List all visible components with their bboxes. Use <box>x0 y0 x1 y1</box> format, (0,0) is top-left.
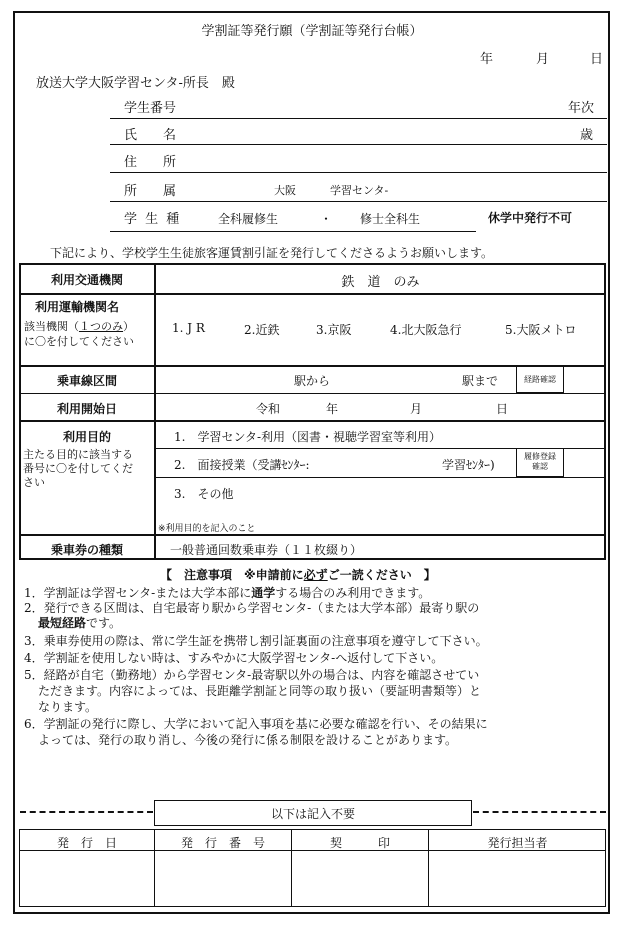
rule <box>110 231 476 232</box>
carrier-option-jr[interactable]: 1. J R <box>172 321 205 335</box>
carrier-option-osaka-metro[interactable]: 5.大阪メトロ <box>505 323 577 337</box>
dash-line-right <box>473 811 606 813</box>
purpose-hint: 主たる目的に該当する 番号に〇を付してくだ さい <box>23 448 133 489</box>
rule <box>110 172 607 173</box>
date-year: 年 <box>480 52 494 67</box>
carrier-hint-2: に〇を付してください <box>24 335 134 348</box>
purpose-label: 利用目的 <box>62 430 111 444</box>
note-5-cont-1: ただきます。内容によっては、長距離学割証と同等の取り扱い（要証明書類等）と <box>38 684 482 698</box>
note-3: 3．乗車券使用の際は、常に学生証を携帯し割引証裏面の注意事項を遵守して下さい。 <box>24 634 488 648</box>
section-label: 乗車線区間 <box>56 374 117 388</box>
carrier-option-keihan[interactable]: 3.京阪 <box>316 323 352 337</box>
rule <box>110 144 517 145</box>
purpose-option-2[interactable]: 2. 面接授業（受講ｾﾝﾀｰ: 学習ｾﾝﾀｰ) <box>174 458 495 472</box>
purpose-option-1[interactable]: 1. 学習センタ-利用（図書・視聴学習室等利用） <box>174 430 442 444</box>
grade-suffix: 年次 <box>568 101 595 116</box>
request-sentence: 下記により、学校学生生徒旅客運賃割引証を発行してくださるようお願いします。 <box>50 246 494 260</box>
office-col-issue-date: 発 行 日 <box>56 836 117 850</box>
purpose-note: ※利用目的を記入のこと <box>158 524 256 534</box>
type-dot: ・ <box>320 212 333 226</box>
carrier-option-kitaosaka[interactable]: 4.北大阪急行 <box>390 323 462 337</box>
ticket-label: 乗車券の種類 <box>50 543 123 557</box>
carrier-hint-1: 該当機関（１つのみ） <box>24 320 134 333</box>
date-day: 日 <box>590 52 604 67</box>
office-col-seal: 契 印 <box>329 836 390 850</box>
type-master: 修士全科生 <box>360 212 421 226</box>
leave-note: 休学中発行不可 <box>488 211 573 225</box>
date-month: 月 <box>536 52 550 67</box>
row-rule <box>20 293 606 295</box>
course-check-label: 履修登録 確認 <box>524 452 556 471</box>
rule <box>517 144 607 145</box>
purpose-option-3[interactable]: 3. その他 <box>174 487 234 501</box>
dash-line-left <box>20 811 153 813</box>
row-rule <box>20 534 606 536</box>
note-1: 1．学割証は学習センタ-または大学本部に通学する場合のみ利用できます。 <box>24 586 431 600</box>
office-col-issue-number: 発 行 番 号 <box>180 836 265 850</box>
rule <box>110 201 607 202</box>
address-label: 住 所 <box>124 155 177 170</box>
transport-value: 鉄 道 のみ <box>341 275 420 290</box>
note-4: 4．学割証を使用しない時は、すみやかに大阪学習センタ-へ返付して下さい。 <box>24 651 444 665</box>
rule <box>110 118 607 119</box>
to-station: 駅まで <box>462 374 499 388</box>
start-year: 年 <box>326 402 339 416</box>
carrier-option-kintetsu[interactable]: 2.近鉄 <box>244 323 280 337</box>
name-label: 氏 名 <box>124 128 177 143</box>
note-2: 2．発行できる区間は、自宅最寄り駅から学習センタ-（または大学本部）最寄り駅の <box>24 601 480 615</box>
type-full: 全科履修生 <box>218 212 279 226</box>
notes-header: 【 注意事項 ※申請前に必ずご一読ください 】 <box>160 568 436 582</box>
form-title: 学割証等発行願（学割証等発行台帳） <box>201 24 423 39</box>
note-2-cont: 最短経路です。 <box>38 616 122 630</box>
student-no-label: 学生番号 <box>124 101 177 116</box>
note-5-cont-2: なります。 <box>38 700 98 714</box>
from-station: 駅から <box>294 374 331 388</box>
start-month: 月 <box>410 402 423 416</box>
note-5: 5．経路が自宅（勤務地）から学習センタ-最寄駅以外の場合は、内容を確認させてい <box>24 668 480 682</box>
row-rule <box>155 477 606 478</box>
affiliation-label: 所 属 <box>124 184 177 199</box>
office-col-officer: 発行担当者 <box>487 836 548 850</box>
col-divider <box>154 264 156 560</box>
ticket-value: 一般普通回数乗車券（１１枚綴り） <box>170 543 363 557</box>
student-type-label: 学 生 種 <box>124 212 182 227</box>
carrier-label: 利用運輸機関名 <box>35 300 120 314</box>
era: 令和 <box>256 402 281 416</box>
addressee: 放送大学大阪学習センタ-所長 殿 <box>36 76 235 91</box>
note-6: 6．学割証の発行に際し、大学において記入事項を基に必要な確認を行い、その結果に <box>24 717 488 731</box>
age-suffix: 歳 <box>580 128 594 143</box>
start-day: 日 <box>496 402 509 416</box>
note-6-cont: よっては、発行の取り消し、今後の発行に係る制限を設けることがあります。 <box>38 733 458 747</box>
row-rule <box>20 393 606 394</box>
office-use-label: 以下は記入不要 <box>270 807 355 821</box>
affiliation-center: 学習センタ- <box>330 184 389 197</box>
row-rule <box>20 420 606 422</box>
route-check-label: 経路確認 <box>524 375 556 384</box>
transport-label: 利用交通機関 <box>50 273 123 287</box>
start-label: 利用開始日 <box>56 402 117 416</box>
affiliation-osaka: 大阪 <box>274 184 296 197</box>
